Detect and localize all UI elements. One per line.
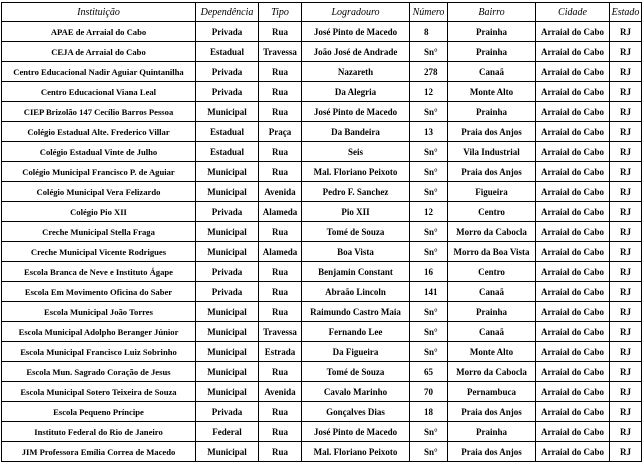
cell-estado: RJ [610, 62, 642, 82]
cell-cidade: Arraial do Cabo [536, 302, 610, 322]
cell-bairro: Prainha [448, 42, 536, 62]
cell-cidade: Arraial do Cabo [536, 322, 610, 342]
cell-bairro: Figueira [448, 182, 536, 202]
column-header-dependencia: Dependência [196, 3, 259, 22]
cell-estado: RJ [610, 402, 642, 422]
cell-estado: RJ [610, 422, 642, 442]
cell-estado: RJ [610, 322, 642, 342]
table-row [2, 402, 642, 422]
cell-tipo: Rua [259, 82, 302, 102]
cell-cidade: Arraial do Cabo [536, 442, 610, 462]
cell-instituicao: Colégio Municipal Vera Felizardo [2, 182, 196, 202]
column-header-bairro: Bairro [448, 3, 536, 22]
cell-dependencia: Municipal [196, 442, 259, 462]
cell-estado: RJ [610, 222, 642, 242]
column-header-logradouro: Logradouro [302, 3, 410, 22]
cell-estado: RJ [610, 282, 642, 302]
cell-cidade: Arraial do Cabo [536, 62, 610, 82]
cell-tipo: Rua [259, 302, 302, 322]
cell-estado: RJ [610, 22, 642, 42]
cell-dependencia: Estadual [196, 42, 259, 62]
cell-cidade: Arraial do Cabo [536, 262, 610, 282]
cell-estado: RJ [610, 442, 642, 462]
cell-estado: RJ [610, 122, 642, 142]
cell-estado: RJ [610, 302, 642, 322]
schools-table [1, 2, 642, 462]
cell-numero: 13 [410, 122, 448, 142]
cell-dependencia: Municipal [196, 342, 259, 362]
cell-bairro: Vila Industrial [448, 142, 536, 162]
cell-dependencia: Privada [196, 262, 259, 282]
cell-bairro: Prainha [448, 22, 536, 42]
cell-tipo: Rua [259, 162, 302, 182]
table-row [2, 42, 642, 62]
cell-bairro: Praia dos Anjos [448, 402, 536, 422]
cell-dependencia: Municipal [196, 302, 259, 322]
column-header-numero: Número [410, 3, 448, 22]
cell-logradouro: Tomé de Souza [302, 362, 410, 382]
cell-tipo: Rua [259, 62, 302, 82]
cell-tipo: Estrada [259, 342, 302, 362]
cell-instituicao: Escola Branca de Neve e Instituto Ágape [2, 262, 196, 282]
table-row [2, 182, 642, 202]
cell-dependencia: Estadual [196, 122, 259, 142]
cell-estado: RJ [610, 202, 642, 222]
cell-cidade: Arraial do Cabo [536, 222, 610, 242]
cell-cidade: Arraial do Cabo [536, 102, 610, 122]
cell-tipo: Rua [259, 22, 302, 42]
table-row [2, 22, 642, 42]
cell-estado: RJ [610, 162, 642, 182]
cell-tipo: Avenida [259, 382, 302, 402]
table-row [2, 162, 642, 182]
cell-numero: Sn° [410, 422, 448, 442]
table-row [2, 362, 642, 382]
cell-dependencia: Municipal [196, 162, 259, 182]
cell-instituicao: Escola Em Movimento Oficina do Saber [2, 282, 196, 302]
cell-logradouro: Da Alegria [302, 82, 410, 102]
cell-numero: Sn° [410, 322, 448, 342]
column-header-estado: Estado [610, 3, 642, 22]
cell-dependencia: Privada [196, 22, 259, 42]
cell-instituicao: Colégio Pio XII [2, 202, 196, 222]
cell-logradouro: Abraão Lincoln [302, 282, 410, 302]
cell-logradouro: Boa Vista [302, 242, 410, 262]
table-row [2, 302, 642, 322]
cell-dependencia: Privada [196, 202, 259, 222]
cell-dependencia: Municipal [196, 222, 259, 242]
cell-numero: 12 [410, 82, 448, 102]
header-row [2, 3, 642, 22]
cell-numero: Sn° [410, 162, 448, 182]
cell-cidade: Arraial do Cabo [536, 342, 610, 362]
cell-numero: 70 [410, 382, 448, 402]
cell-tipo: Rua [259, 262, 302, 282]
cell-numero: Sn° [410, 442, 448, 462]
cell-numero: 12 [410, 202, 448, 222]
cell-instituicao: Creche Municipal Stella Fraga [2, 222, 196, 242]
cell-dependencia: Privada [196, 62, 259, 82]
cell-instituicao: Instituto Federal do Rio de Janeiro [2, 422, 196, 442]
column-header-tipo: Tipo [259, 3, 302, 22]
cell-cidade: Arraial do Cabo [536, 122, 610, 142]
cell-dependencia: Privada [196, 402, 259, 422]
column-header-cidade: Cidade [536, 3, 610, 22]
cell-estado: RJ [610, 102, 642, 122]
cell-numero: 278 [410, 62, 448, 82]
table-header [2, 3, 642, 22]
cell-dependencia: Privada [196, 82, 259, 102]
cell-instituicao: CEJA de Arraial do Cabo [2, 42, 196, 62]
cell-instituicao: Escola Municipal Sotero Teixeira de Souza [2, 382, 196, 402]
table-row [2, 62, 642, 82]
cell-numero: 65 [410, 362, 448, 382]
table-row [2, 222, 642, 242]
cell-dependencia: Municipal [196, 382, 259, 402]
cell-estado: RJ [610, 382, 642, 402]
cell-cidade: Arraial do Cabo [536, 402, 610, 422]
cell-instituicao: Colégio Municipal Francisco P. de Aguiar [2, 162, 196, 182]
cell-dependencia: Municipal [196, 322, 259, 342]
cell-instituicao: APAE de Arraial do Cabo [2, 22, 196, 42]
cell-logradouro: Nazareth [302, 62, 410, 82]
cell-tipo: Alameda [259, 202, 302, 222]
cell-instituicao: Creche Municipal Vicente Rodrigues [2, 242, 196, 262]
cell-logradouro: Gonçalves Dias [302, 402, 410, 422]
cell-bairro: Morro da Boa Vista [448, 242, 536, 262]
cell-dependencia: Municipal [196, 182, 259, 202]
cell-logradouro: Pio XII [302, 202, 410, 222]
cell-logradouro: Da Bandeira [302, 122, 410, 142]
cell-numero: Sn° [410, 222, 448, 242]
cell-bairro: Prainha [448, 422, 536, 442]
cell-instituicao: Escola Municipal Francisco Luiz Sobrinho [2, 342, 196, 362]
cell-bairro: Canaã [448, 62, 536, 82]
cell-cidade: Arraial do Cabo [536, 42, 610, 62]
cell-tipo: Rua [259, 362, 302, 382]
cell-tipo: Rua [259, 222, 302, 242]
table-body [2, 22, 642, 462]
cell-tipo: Travessa [259, 42, 302, 62]
cell-tipo: Travessa [259, 322, 302, 342]
cell-cidade: Arraial do Cabo [536, 182, 610, 202]
cell-estado: RJ [610, 142, 642, 162]
cell-cidade: Arraial do Cabo [536, 242, 610, 262]
table-row [2, 202, 642, 222]
cell-instituicao: Colégio Estadual Vinte de Julho [2, 142, 196, 162]
cell-logradouro: João José de Andrade [302, 42, 410, 62]
cell-instituicao: Centro Educacional Nadir Aguiar Quintanilha [2, 62, 196, 82]
cell-numero: Sn° [410, 342, 448, 362]
cell-bairro: Pernambuca [448, 382, 536, 402]
cell-logradouro: Cavalo Marinho [302, 382, 410, 402]
cell-dependencia: Privada [196, 282, 259, 302]
cell-instituicao: Escola Pequeno Príncipe [2, 402, 196, 422]
table-row [2, 322, 642, 342]
cell-numero: Sn° [410, 142, 448, 162]
cell-dependencia: Estadual [196, 142, 259, 162]
cell-tipo: Alameda [259, 242, 302, 262]
cell-logradouro: Seis [302, 142, 410, 162]
column-header-instituicao: Instituição [2, 3, 196, 22]
table-row [2, 242, 642, 262]
cell-tipo: Rua [259, 422, 302, 442]
cell-numero: Sn° [410, 102, 448, 122]
cell-estado: RJ [610, 42, 642, 62]
cell-numero: Sn° [410, 302, 448, 322]
table-row [2, 102, 642, 122]
cell-bairro: Praia dos Anjos [448, 122, 536, 142]
cell-logradouro: Raimundo Castro Maia [302, 302, 410, 322]
cell-estado: RJ [610, 242, 642, 262]
cell-cidade: Arraial do Cabo [536, 382, 610, 402]
cell-tipo: Rua [259, 142, 302, 162]
cell-bairro: Canaã [448, 322, 536, 342]
cell-cidade: Arraial do Cabo [536, 82, 610, 102]
cell-bairro: Praia dos Anjos [448, 162, 536, 182]
cell-bairro: Praia dos Anjos [448, 442, 536, 462]
cell-estado: RJ [610, 342, 642, 362]
cell-logradouro: Mal. Floriano Peixoto [302, 442, 410, 462]
cell-numero: Sn° [410, 242, 448, 262]
cell-numero: 16 [410, 262, 448, 282]
cell-cidade: Arraial do Cabo [536, 282, 610, 302]
cell-logradouro: José Pinto de Macedo [302, 102, 410, 122]
cell-instituicao: CIEP Brizolão 147 Cecílio Barros Pessoa [2, 102, 196, 122]
cell-numero: Sn° [410, 42, 448, 62]
cell-bairro: Monte Alto [448, 82, 536, 102]
cell-logradouro: Da Figueira [302, 342, 410, 362]
cell-dependencia: Municipal [196, 362, 259, 382]
cell-instituicao: Escola Municipal Adolpho Beranger Júnior [2, 322, 196, 342]
cell-logradouro: José Pinto de Macedo [302, 22, 410, 42]
cell-bairro: Centro [448, 202, 536, 222]
table-row [2, 442, 642, 462]
cell-tipo: Rua [259, 442, 302, 462]
cell-instituicao: Escola Municipal João Torres [2, 302, 196, 322]
cell-logradouro: Pedro F. Sanchez [302, 182, 410, 202]
cell-estado: RJ [610, 262, 642, 282]
cell-tipo: Praça [259, 122, 302, 142]
cell-instituicao: Colégio Estadual Alte. Frederico Villar [2, 122, 196, 142]
cell-dependencia: Federal [196, 422, 259, 442]
table-row [2, 122, 642, 142]
cell-dependencia: Municipal [196, 102, 259, 122]
cell-instituicao: Escola Mun. Sagrado Coração de Jesus [2, 362, 196, 382]
cell-cidade: Arraial do Cabo [536, 422, 610, 442]
cell-estado: RJ [610, 82, 642, 102]
cell-cidade: Arraial do Cabo [536, 162, 610, 182]
cell-logradouro: Benjamin Constant [302, 262, 410, 282]
cell-numero: 8 [410, 22, 448, 42]
table-row [2, 382, 642, 402]
cell-logradouro: Mal. Floriano Peixoto [302, 162, 410, 182]
cell-instituicao: Centro Educacional Viana Leal [2, 82, 196, 102]
cell-bairro: Prainha [448, 102, 536, 122]
cell-dependencia: Municipal [196, 242, 259, 262]
cell-numero: Sn° [410, 182, 448, 202]
cell-estado: RJ [610, 362, 642, 382]
cell-logradouro: José Pinto de Macedo [302, 422, 410, 442]
cell-estado: RJ [610, 182, 642, 202]
cell-tipo: Avenida [259, 182, 302, 202]
table-row [2, 82, 642, 102]
cell-cidade: Arraial do Cabo [536, 142, 610, 162]
cell-tipo: Rua [259, 102, 302, 122]
cell-bairro: Prainha [448, 302, 536, 322]
cell-cidade: Arraial do Cabo [536, 362, 610, 382]
table-row [2, 142, 642, 162]
cell-bairro: Morro da Cabocla [448, 222, 536, 242]
cell-tipo: Rua [259, 282, 302, 302]
cell-numero: 141 [410, 282, 448, 302]
cell-numero: 18 [410, 402, 448, 422]
cell-logradouro: Tomé de Souza [302, 222, 410, 242]
table-row [2, 342, 642, 362]
cell-instituicao: JIM Professora Emília Correa de Macedo [2, 442, 196, 462]
cell-bairro: Morro da Cabocla [448, 362, 536, 382]
cell-cidade: Arraial do Cabo [536, 22, 610, 42]
table-row [2, 282, 642, 302]
cell-bairro: Canaã [448, 282, 536, 302]
table-row [2, 422, 642, 442]
cell-bairro: Centro [448, 262, 536, 282]
table-row [2, 262, 642, 282]
cell-logradouro: Fernando Lee [302, 322, 410, 342]
cell-tipo: Rua [259, 402, 302, 422]
cell-bairro: Monte Alto [448, 342, 536, 362]
cell-cidade: Arraial do Cabo [536, 202, 610, 222]
